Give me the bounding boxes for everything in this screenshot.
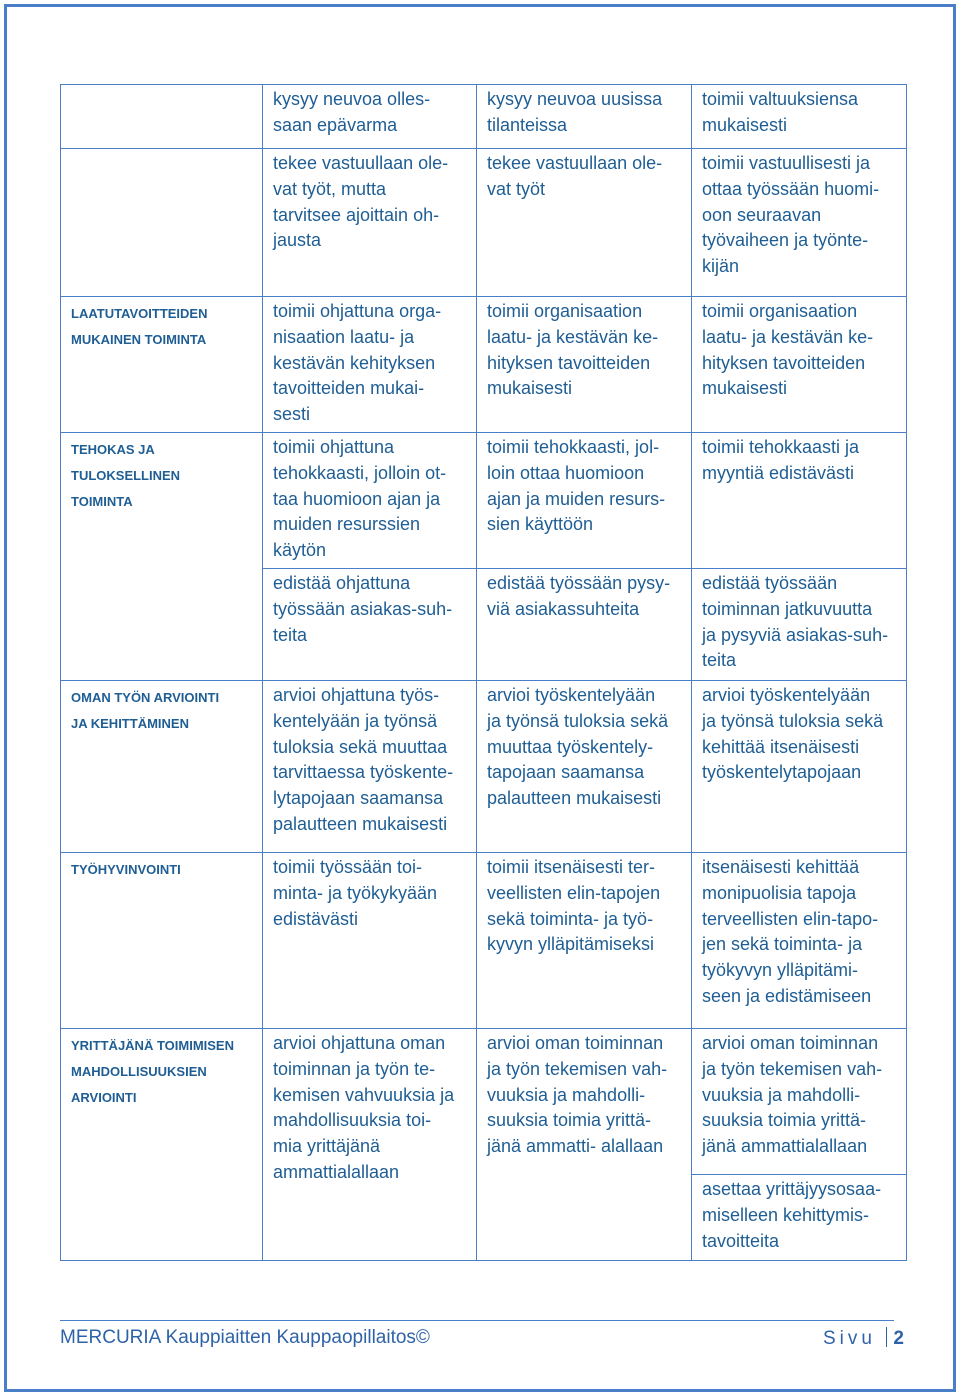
cell-level-2: toimii tehokkaasti, jol- loin ottaa huomioon ajan ja muiden resurs- sien käyttöön [477,433,692,569]
cell-level-3: itsenäisesti kehittää monipuolisia tapoja terveellisten elin-tapo- jen sekä toiminta- ja työkyvyn ylläpitämi- seen ja edistämiseen [692,853,907,1029]
cell-level-3: toimii tehokkaasti ja myyntiä edistävästi [692,433,907,569]
cell-level-2: arvioi työskentelyään ja työnsä tuloksia sekä muuttaa työskentely- tapojaan saamansa palautteen mukaisesti [477,681,692,853]
page-word: Sivu [822,1328,876,1349]
row-heading: OMAN TYÖN ARVIOINTI JA KEHITTÄMINEN [61,681,263,853]
footer-separator [886,1327,888,1347]
table-row [61,853,907,1029]
table-row [61,1029,907,1175]
row-heading [61,85,263,149]
table-row [61,85,907,149]
page-number: 2 [893,1328,904,1349]
row-heading: TYÖHYVINVOINTI [61,853,263,1029]
cell-level-3: toimii organisaation laatu- ja kestävän ke- hityksen tavoitteiden mukaisesti [692,297,907,433]
table-row [61,433,907,569]
cell-level-1: toimii työssään toi- minta- ja työkykyään edistävästi [263,853,477,1029]
row-heading: YRITTÄJÄNÄ TOIMIMISEN MAHDOLLISUUKSIEN ARVIOINTI [61,1029,263,1261]
footer-publisher: MERCURIA Kauppiaitten Kauppaopillaitos© [60,1327,430,1348]
cell-level-3: arvioi oman toiminnan ja työn tekemisen vah- vuuksia ja mahdolli- suuksia toimia yrittä- jänä ammattialallaan [692,1029,907,1175]
cell-level-2: kysyy neuvoa uusissa tilanteissa [477,85,692,149]
cell-level-1: toimii ohjattuna tehokkaasti, jolloin ot- taa huomioon ajan ja muiden resurssien käytön [263,433,477,569]
page-number-label [823,1327,904,1350]
cell-level-1: arvioi ohjattuna työs- kentelyään ja työnsä tuloksia sekä muuttaa tarvittaessa työskente- lytapojaan saamansa palautteen mukaisesti [263,681,477,853]
cell-level-3: asettaa yrittäjyysosaa- miselleen kehittymis- tavoitteita [692,1175,907,1261]
row-heading: TEHOKAS JA TULOKSELLINEN TOIMINTA [61,433,263,681]
table-row [61,681,907,853]
cell-level-3: edistää työssään toiminnan jatkuvuutta ja pysyviä asiakas-suh- teita [692,569,907,681]
criteria-table [60,84,907,1261]
cell-level-2: toimii organisaation laatu- ja kestävän ke- hityksen tavoitteiden mukaisesti [477,297,692,433]
cell-level-1: edistää ohjattuna työssään asiakas-suh- teita [263,569,477,681]
cell-level-2: toimii itsenäisesti ter- veellisten elin-tapojen sekä toiminta- ja työ- kyvyn ylläpitämiseksi [477,853,692,1029]
footer-divider [60,1320,894,1321]
cell-level-1: kysyy neuvoa olles- saan epävarma [263,85,477,149]
row-heading: LAATUTAVOITTEIDEN MUKAINEN TOIMINTA [61,297,263,433]
cell-level-2: arvioi oman toiminnan ja työn tekemisen vah- vuuksia ja mahdolli- suuksia toimia yrittä- jänä ammatti- alallaan [477,1029,692,1261]
row-heading [61,149,263,297]
cell-level-1: toimii ohjattuna orga- nisaation laatu- ja kestävän kehityksen tavoitteiden mukai- sesti [263,297,477,433]
cell-level-3: toimii valtuuksiensa mukaisesti [692,85,907,149]
cell-level-1: tekee vastuullaan ole- vat työt, mutta tarvitsee ajoittain oh- jausta [263,149,477,297]
cell-level-3: arvioi työskentelyään ja työnsä tuloksia sekä kehittää itsenäisesti työskentelytapojaan [692,681,907,853]
table-row [61,149,907,297]
cell-level-2: edistää työssään pysy- viä asiakassuhteita [477,569,692,681]
table-row [61,297,907,433]
cell-level-2: tekee vastuullaan ole- vat työt [477,149,692,297]
cell-level-1: arvioi ohjattuna oman toiminnan ja työn te- kemisen vahvuuksia ja mahdollisuuksia toi- mia yrittäjänä ammattialallaan [263,1029,477,1261]
cell-level-3: toimii vastuullisesti ja ottaa työssään huomi- oon seuraavan työvaiheen ja työnte- kijän [692,149,907,297]
